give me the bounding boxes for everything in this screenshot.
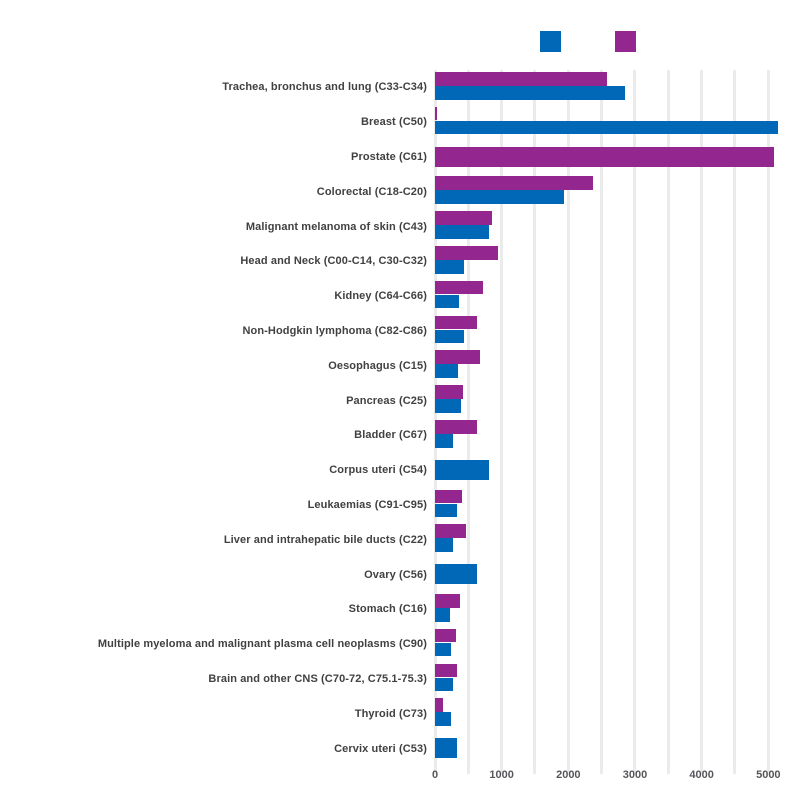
bar-series-2-purple-7 <box>435 316 477 330</box>
bar-series-2-purple-8 <box>435 350 480 364</box>
bar-series-1-blue-19 <box>435 738 457 758</box>
bar-series-2-purple-15 <box>435 594 460 608</box>
gridline <box>533 70 536 766</box>
category-label: Malignant melanoma of skin (C43) <box>245 220 427 233</box>
category-label: Non-Hodgkin lymphoma (C82-C86) <box>242 324 427 337</box>
category-label: Brain and other CNS (C70-72, C75.1-75.3) <box>208 672 427 685</box>
bar-series-1-blue-18 <box>435 712 451 726</box>
gridline <box>633 70 636 766</box>
bar-series-1-blue-15 <box>435 608 450 622</box>
category-label: Prostate (C61) <box>351 150 427 163</box>
category-label: Kidney (C64-C66) <box>334 290 427 303</box>
category-label: Trachea, bronchus and lung (C33-C34) <box>222 81 427 94</box>
gridline <box>434 70 437 766</box>
category-label: Cervix uteri (C53) <box>334 742 427 755</box>
plot-area <box>435 70 791 766</box>
category-axis <box>0 70 427 766</box>
gridline <box>767 70 770 766</box>
x-tick-label: 0 <box>431 769 439 781</box>
gridline <box>467 70 470 766</box>
bar-series-2-purple-12 <box>435 490 462 504</box>
bar-series-1-blue-7 <box>435 330 464 344</box>
bar-series-1-blue-12 <box>435 504 457 518</box>
bar-series-1-blue-13 <box>435 538 453 552</box>
bar-series-2-purple-13 <box>435 524 466 538</box>
bar-series-1-blue-5 <box>435 260 464 274</box>
category-label: Corpus uteri (C54) <box>329 464 427 477</box>
legend <box>0 0 799 60</box>
category-label: Multiple myeloma and malignant plasma cell neoplasms (C90) <box>97 638 427 651</box>
category-label: Ovary (C56) <box>364 568 427 581</box>
bar-series-1-blue-16 <box>435 643 451 657</box>
bar-series-2-purple-18 <box>435 698 443 712</box>
category-label: Oesophagus (C15) <box>328 359 427 372</box>
bar-series-1-blue-6 <box>435 295 459 309</box>
category-label: Stomach (C16) <box>348 603 427 616</box>
category-label: Thyroid (C73) <box>354 707 427 720</box>
bar-series-1-blue-4 <box>435 225 489 239</box>
category-label: Colorectal (C18-C20) <box>316 185 427 198</box>
x-tick-label: 4000 <box>689 769 714 781</box>
legend-swatch-series-1 <box>540 31 561 52</box>
bar-series-1-blue-8 <box>435 364 458 378</box>
bar-series-2-purple-3 <box>435 176 593 190</box>
category-label: Liver and intrahepatic bile ducts (C22) <box>223 533 427 546</box>
bar-series-2-purple-6 <box>435 281 483 295</box>
bar-series-1-blue-14 <box>435 564 477 584</box>
bar-series-1-blue-10 <box>435 434 453 448</box>
category-label: Head and Neck (C00-C14, C30-C32) <box>240 255 427 268</box>
bar-series-1-blue-1 <box>435 121 778 135</box>
gridline <box>733 70 736 766</box>
bar-series-1-blue-9 <box>435 399 461 413</box>
category-label: Breast (C50) <box>360 116 427 129</box>
x-tick-label: 5000 <box>756 769 781 781</box>
x-tick-label: 3000 <box>622 769 648 781</box>
legend-swatch-series-2 <box>615 31 636 52</box>
gridline <box>600 70 603 766</box>
x-axis-tick-labels <box>431 769 791 785</box>
x-tick-label: 2000 <box>556 769 581 781</box>
bar-series-2-purple-4 <box>435 211 492 225</box>
gridline <box>700 70 703 766</box>
bar-series-2-purple-9 <box>435 385 463 399</box>
bar-series-2-purple-2 <box>435 147 774 167</box>
category-label: Leukaemias (C91-C95) <box>307 498 427 511</box>
bar-series-2-purple-5 <box>435 246 498 260</box>
gridline <box>667 70 670 766</box>
bar-series-2-purple-17 <box>435 664 457 678</box>
x-tick-label: 1000 <box>489 769 514 781</box>
bar-series-2-purple-1 <box>435 107 437 121</box>
bar-series-2-purple-16 <box>435 629 456 643</box>
bar-series-2-purple-0 <box>435 72 607 86</box>
category-label: Pancreas (C25) <box>346 394 427 407</box>
category-label: Bladder (C67) <box>354 429 427 442</box>
bar-series-2-purple-10 <box>435 420 477 434</box>
bar-series-1-blue-0 <box>435 86 625 100</box>
gridline <box>567 70 570 766</box>
bar-series-1-blue-17 <box>435 678 453 692</box>
gridline <box>500 70 503 766</box>
bar-series-1-blue-3 <box>435 190 564 204</box>
bar-series-1-blue-11 <box>435 460 489 480</box>
